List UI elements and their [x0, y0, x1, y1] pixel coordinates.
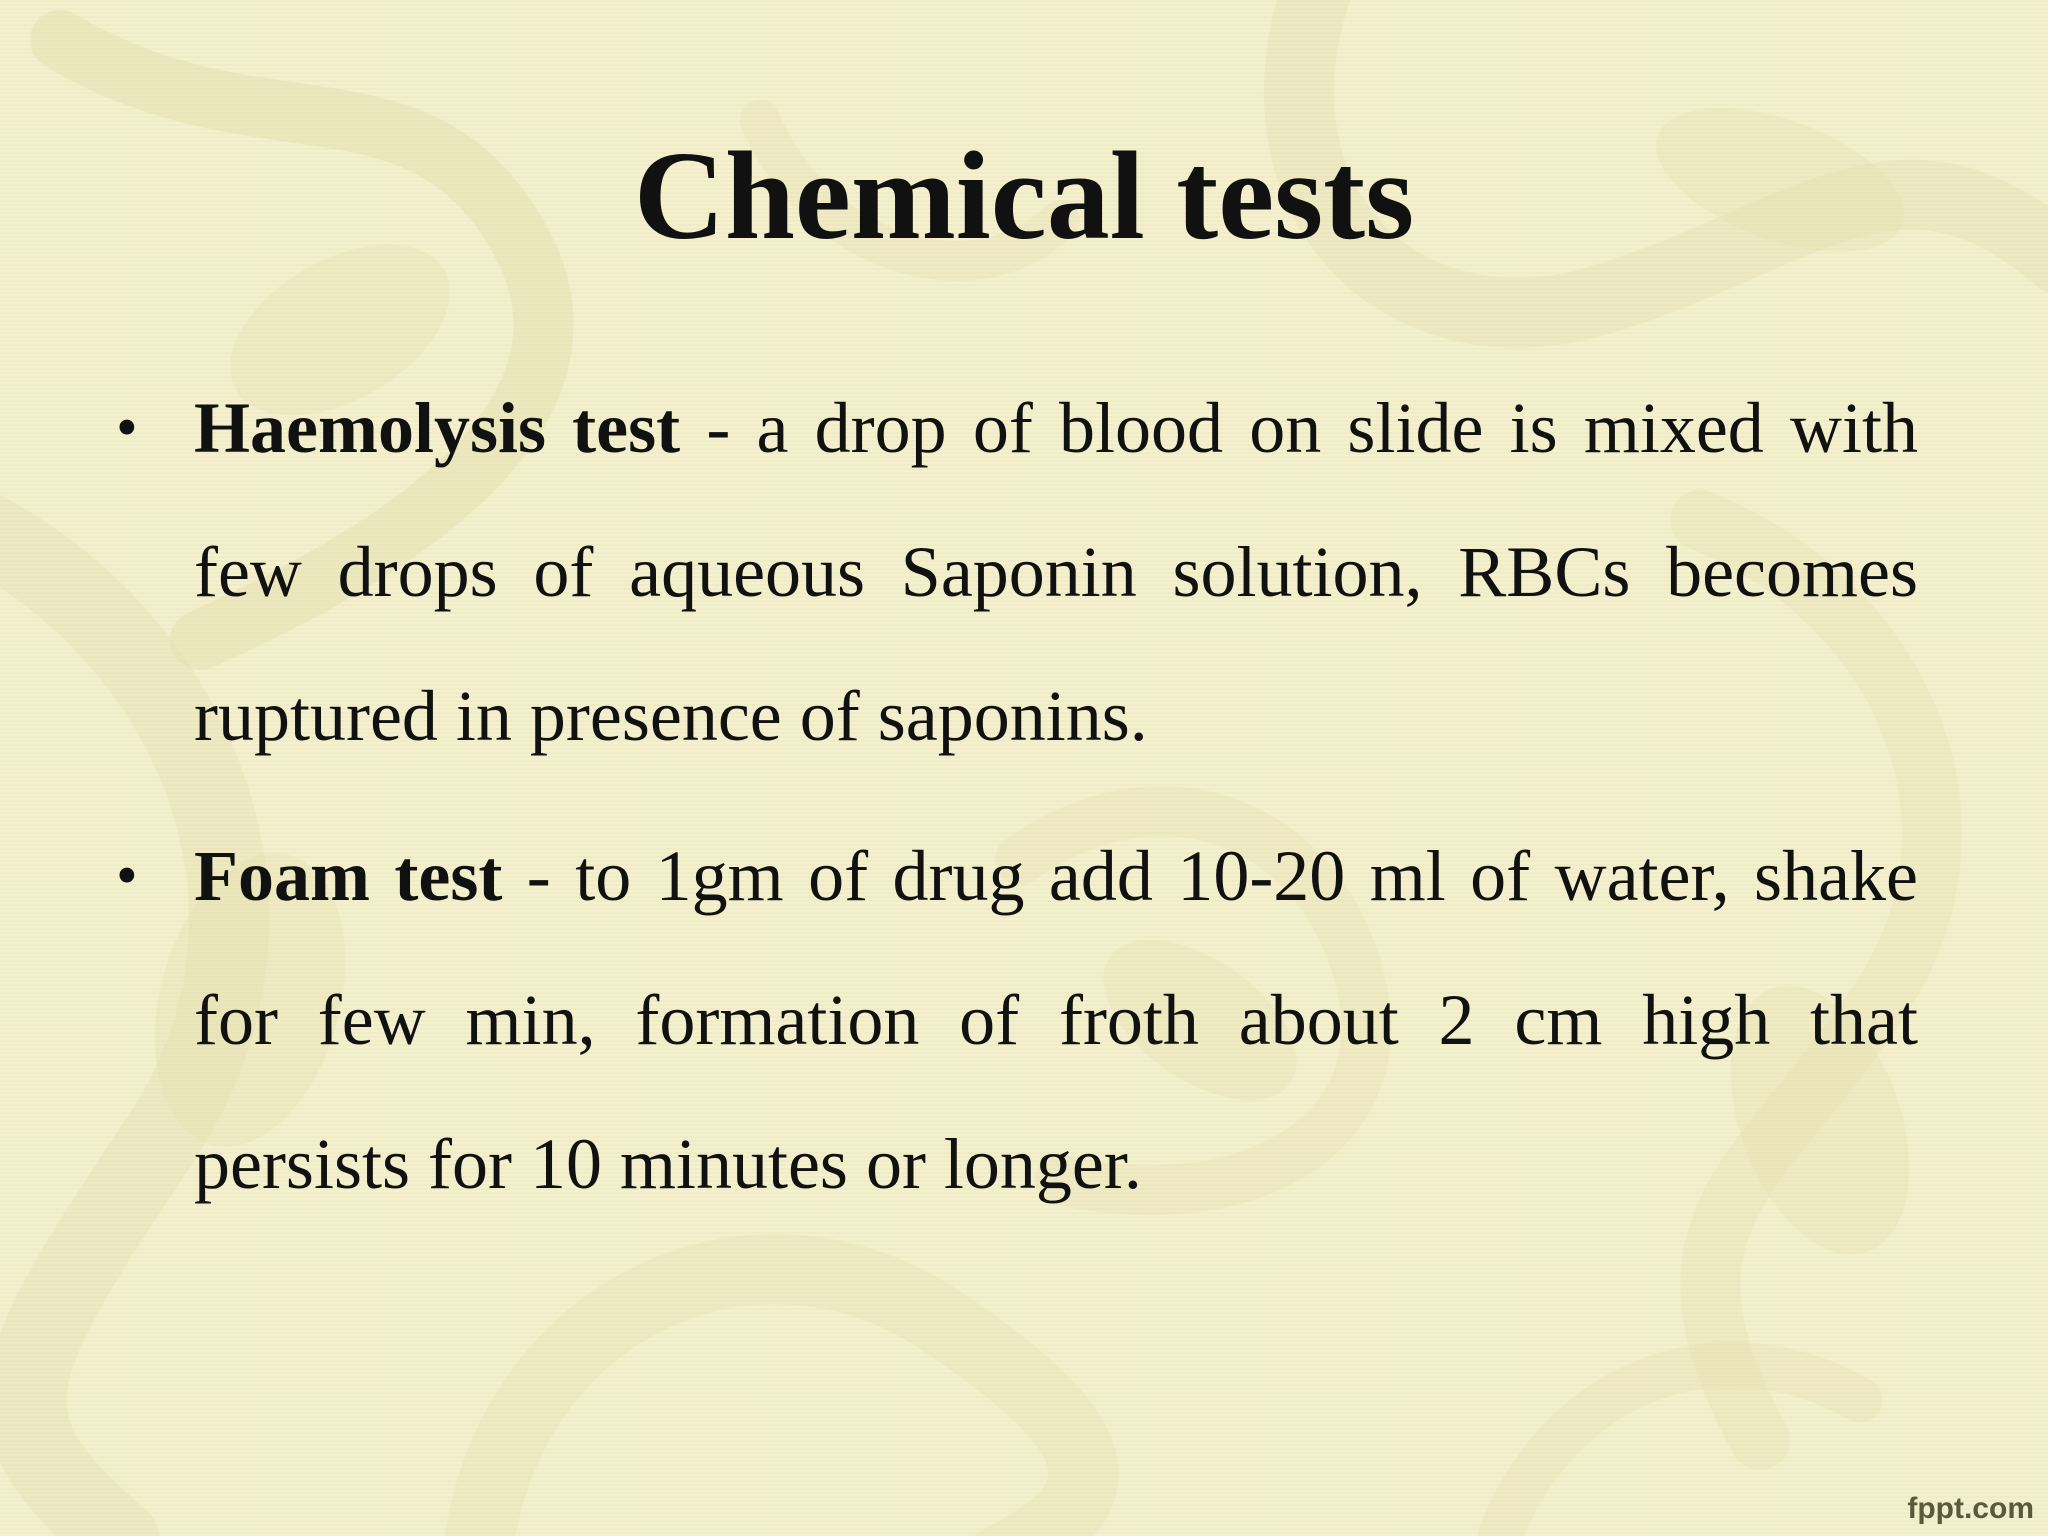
bullet-description: a drop of blood on slide is mixed with few drops of aqueous Saponin solution, RBCs becomes ruptured in presence of saponins.	[194, 388, 1919, 756]
bullet-glyph: •	[116, 842, 138, 910]
bullet-term: Foam test	[194, 836, 503, 916]
slide-title: Chemical tests	[633, 127, 1415, 266]
bullet-description: to 1gm of drug add 10-20 ml of water, shake for few min, formation of froth about 2 cm high that persists for 10 minutes or longer.	[194, 836, 1918, 1204]
bullet-separator: -	[680, 388, 757, 468]
bullet-glyph: •	[116, 394, 138, 462]
watermark-logo: fppt.com	[1907, 1492, 2034, 1525]
bullet-term: Haemolysis test	[194, 388, 681, 468]
bullet-text	[194, 356, 1918, 788]
bullet-text	[194, 804, 1918, 1236]
bullet-separator: -	[502, 836, 576, 916]
